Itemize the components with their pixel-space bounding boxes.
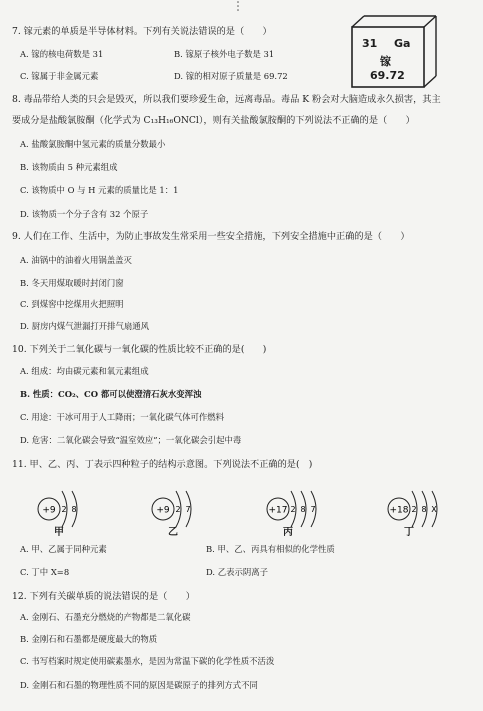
- q8-option-d: D. 该物质一个分子含有 32 个原子: [20, 209, 149, 219]
- q11-option-b: B. 甲、乙、丙具有相似的化学性质: [206, 544, 335, 554]
- q10-option-c: C. 用途：干冰可用于人工降雨；一氧化碳气体可作燃料: [20, 412, 225, 422]
- q12-option-b: B. 金刚石和石墨都是硬度最大的物质: [20, 634, 158, 644]
- q11-option-a: A. 甲、乙属于同种元素: [20, 544, 107, 554]
- shell-electron-count: 2: [61, 505, 67, 514]
- shell-electron-count: 2: [290, 505, 296, 514]
- q10-option-a: A. 组成：均由碳元素和氧元素组成: [20, 366, 149, 376]
- element-name: 镓: [380, 55, 391, 68]
- q11-stem: 11. 甲、乙、丙、丁表示四种粒子的结构示意图。下列说法不正确的是( ): [12, 459, 313, 470]
- q8-option-a: A. 盐酸氯胺酮中氢元素的质量分数最小: [20, 139, 166, 149]
- q12-option-d: D. 金刚石和石墨的物理性质不同的原因是碳原子的排列方式不同: [20, 680, 258, 690]
- atomic-number: 31: [362, 37, 378, 50]
- atomic-mass: 69.72: [370, 69, 405, 82]
- shell-electron-count: 2: [175, 505, 181, 514]
- q8-stem-line2: 要成分是盐酸氯胺酮（化学式为 C₁₃H₁₆ONCl），则有关盐酸氯胺酮的下列说法不正确的是（ ）: [12, 115, 415, 126]
- gallium-element-card: [348, 13, 440, 91]
- q9-option-b: B. 冬天用煤取暖时封闭门窗: [20, 278, 124, 288]
- shell-electron-count: 7: [185, 505, 191, 514]
- atom-label-jia: 甲: [54, 527, 64, 538]
- shell-electron-count: 8: [421, 505, 427, 514]
- q11-option-d: D. 乙表示阴离子: [206, 567, 268, 577]
- shell-electron-count: 7: [310, 505, 316, 514]
- margin-dots: [236, 0, 240, 12]
- q7-stem: 7. 镓元素的单质是半导体材料。下列有关说法错误的是（ ）: [12, 26, 272, 37]
- q8-stem-line1: 8. 毒品带给人类的只会是毁灭，所以我们要珍爱生命，远离毒品。毒品 K 粉会对大脑造成永久损害，其主: [12, 94, 441, 105]
- nucleus-charge: +17: [268, 505, 288, 516]
- nucleus-charge: +9: [156, 505, 170, 516]
- q9-stem: 9. 人们在工作、生活中，为防止事故发生常采用一些安全措施，下列安全措施中正确的是（ ）: [12, 231, 410, 242]
- shell-electron-count: 8: [300, 505, 306, 514]
- q11-option-c: C. 丁中 X=8: [20, 567, 70, 577]
- q7-option-b: B. 镓原子核外电子数是 31: [174, 49, 275, 59]
- shell-electron-count: 2: [411, 505, 417, 514]
- q9-option-d: D. 厨房内煤气泄漏打开排气扇通风: [20, 321, 149, 331]
- nucleus-charge: +9: [42, 505, 56, 516]
- q10-option-d: D. 危害：二氧化碳会导致“温室效应”；一氧化碳会引起中毒: [20, 435, 242, 445]
- q10-option-b: B. 性质：CO₂、CO 都可以使澄清石灰水变浑浊: [20, 389, 202, 399]
- q8-option-c: C. 该物质中 O 与 H 元素的质量比是 1：1: [20, 185, 179, 195]
- atom-label-ding: 丁: [404, 527, 414, 538]
- q12-option-c: C. 书写档案时规定使用碳素墨水，是因为常温下碳的化学性质不活泼: [20, 656, 275, 666]
- q10-stem: 10. 下列关于二氧化碳与一氧化碳的性质比较不正确的是( ): [12, 344, 267, 355]
- shell-electron-count: 8: [71, 505, 77, 514]
- q12-option-a: A. 金刚石、石墨充分燃烧的产物都是二氧化碳: [20, 612, 191, 622]
- element-symbol: Ga: [394, 37, 411, 50]
- q8-option-b: B. 该物质由 5 种元素组成: [20, 162, 118, 172]
- q9-option-c: C. 到煤窖中挖煤用火把照明: [20, 299, 124, 309]
- atom-label-bing: 丙: [283, 527, 293, 538]
- q7-option-c: C. 镓属于非金属元素: [20, 71, 99, 81]
- shell-electron-count: X: [431, 505, 437, 514]
- atom-structure-diagrams: [25, 487, 465, 535]
- q7-option-d: D. 镓的相对原子质量是 69.72: [174, 71, 288, 81]
- atom-label-yi: 乙: [168, 527, 178, 538]
- q9-option-a: A. 油锅中的油着火用锅盖盖灭: [20, 255, 132, 265]
- nucleus-charge: +18: [389, 505, 409, 516]
- q7-option-a: A. 镓的核电荷数是 31: [20, 49, 104, 59]
- q12-stem: 12. 下列有关碳单质的说法错误的是（ ）: [12, 591, 195, 602]
